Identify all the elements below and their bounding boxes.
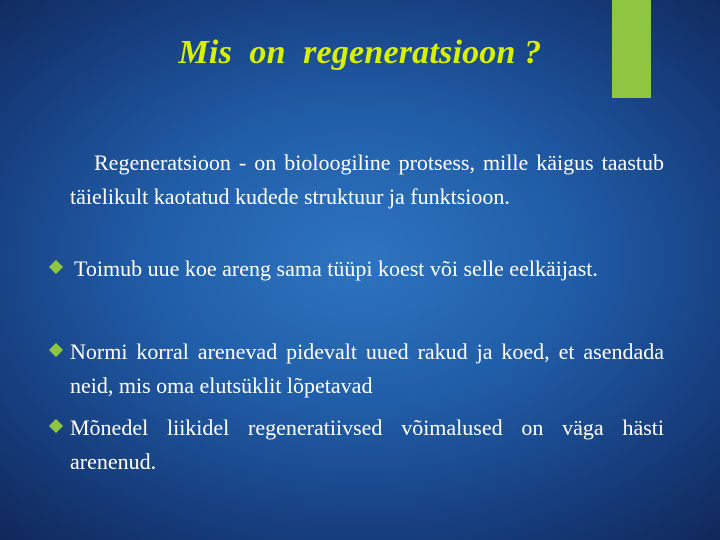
slide-title: Mis on regeneratsioon ? <box>178 34 542 71</box>
intro-paragraph <box>70 146 664 214</box>
intro-term: Regeneratsioon <box>94 150 231 175</box>
bullet-text: Toimub uue koe areng sama tüüpi koest või selle eelkäijast. <box>74 256 598 281</box>
diamond-bullet-icon <box>49 343 63 357</box>
intro-text: - on bioloogiline protsess, mille käigus taastub täielikult kaotatud kudede struktuur ja funktsioon. <box>70 150 664 209</box>
bullet-item <box>70 335 664 403</box>
bullet-text: Normi korral arenevad pidevalt uued rakud ja koed, et asendada neid, mis oma elutsüklit lõpetavad <box>70 339 664 398</box>
diamond-bullet-icon <box>49 260 63 274</box>
bullet-item <box>70 252 664 286</box>
bullet-text: Mõnedel liikidel regeneratiivsed võimalused on väga hästi arenenud. <box>70 415 664 474</box>
diamond-bullet-icon <box>49 419 63 433</box>
bullet-item <box>70 411 664 479</box>
